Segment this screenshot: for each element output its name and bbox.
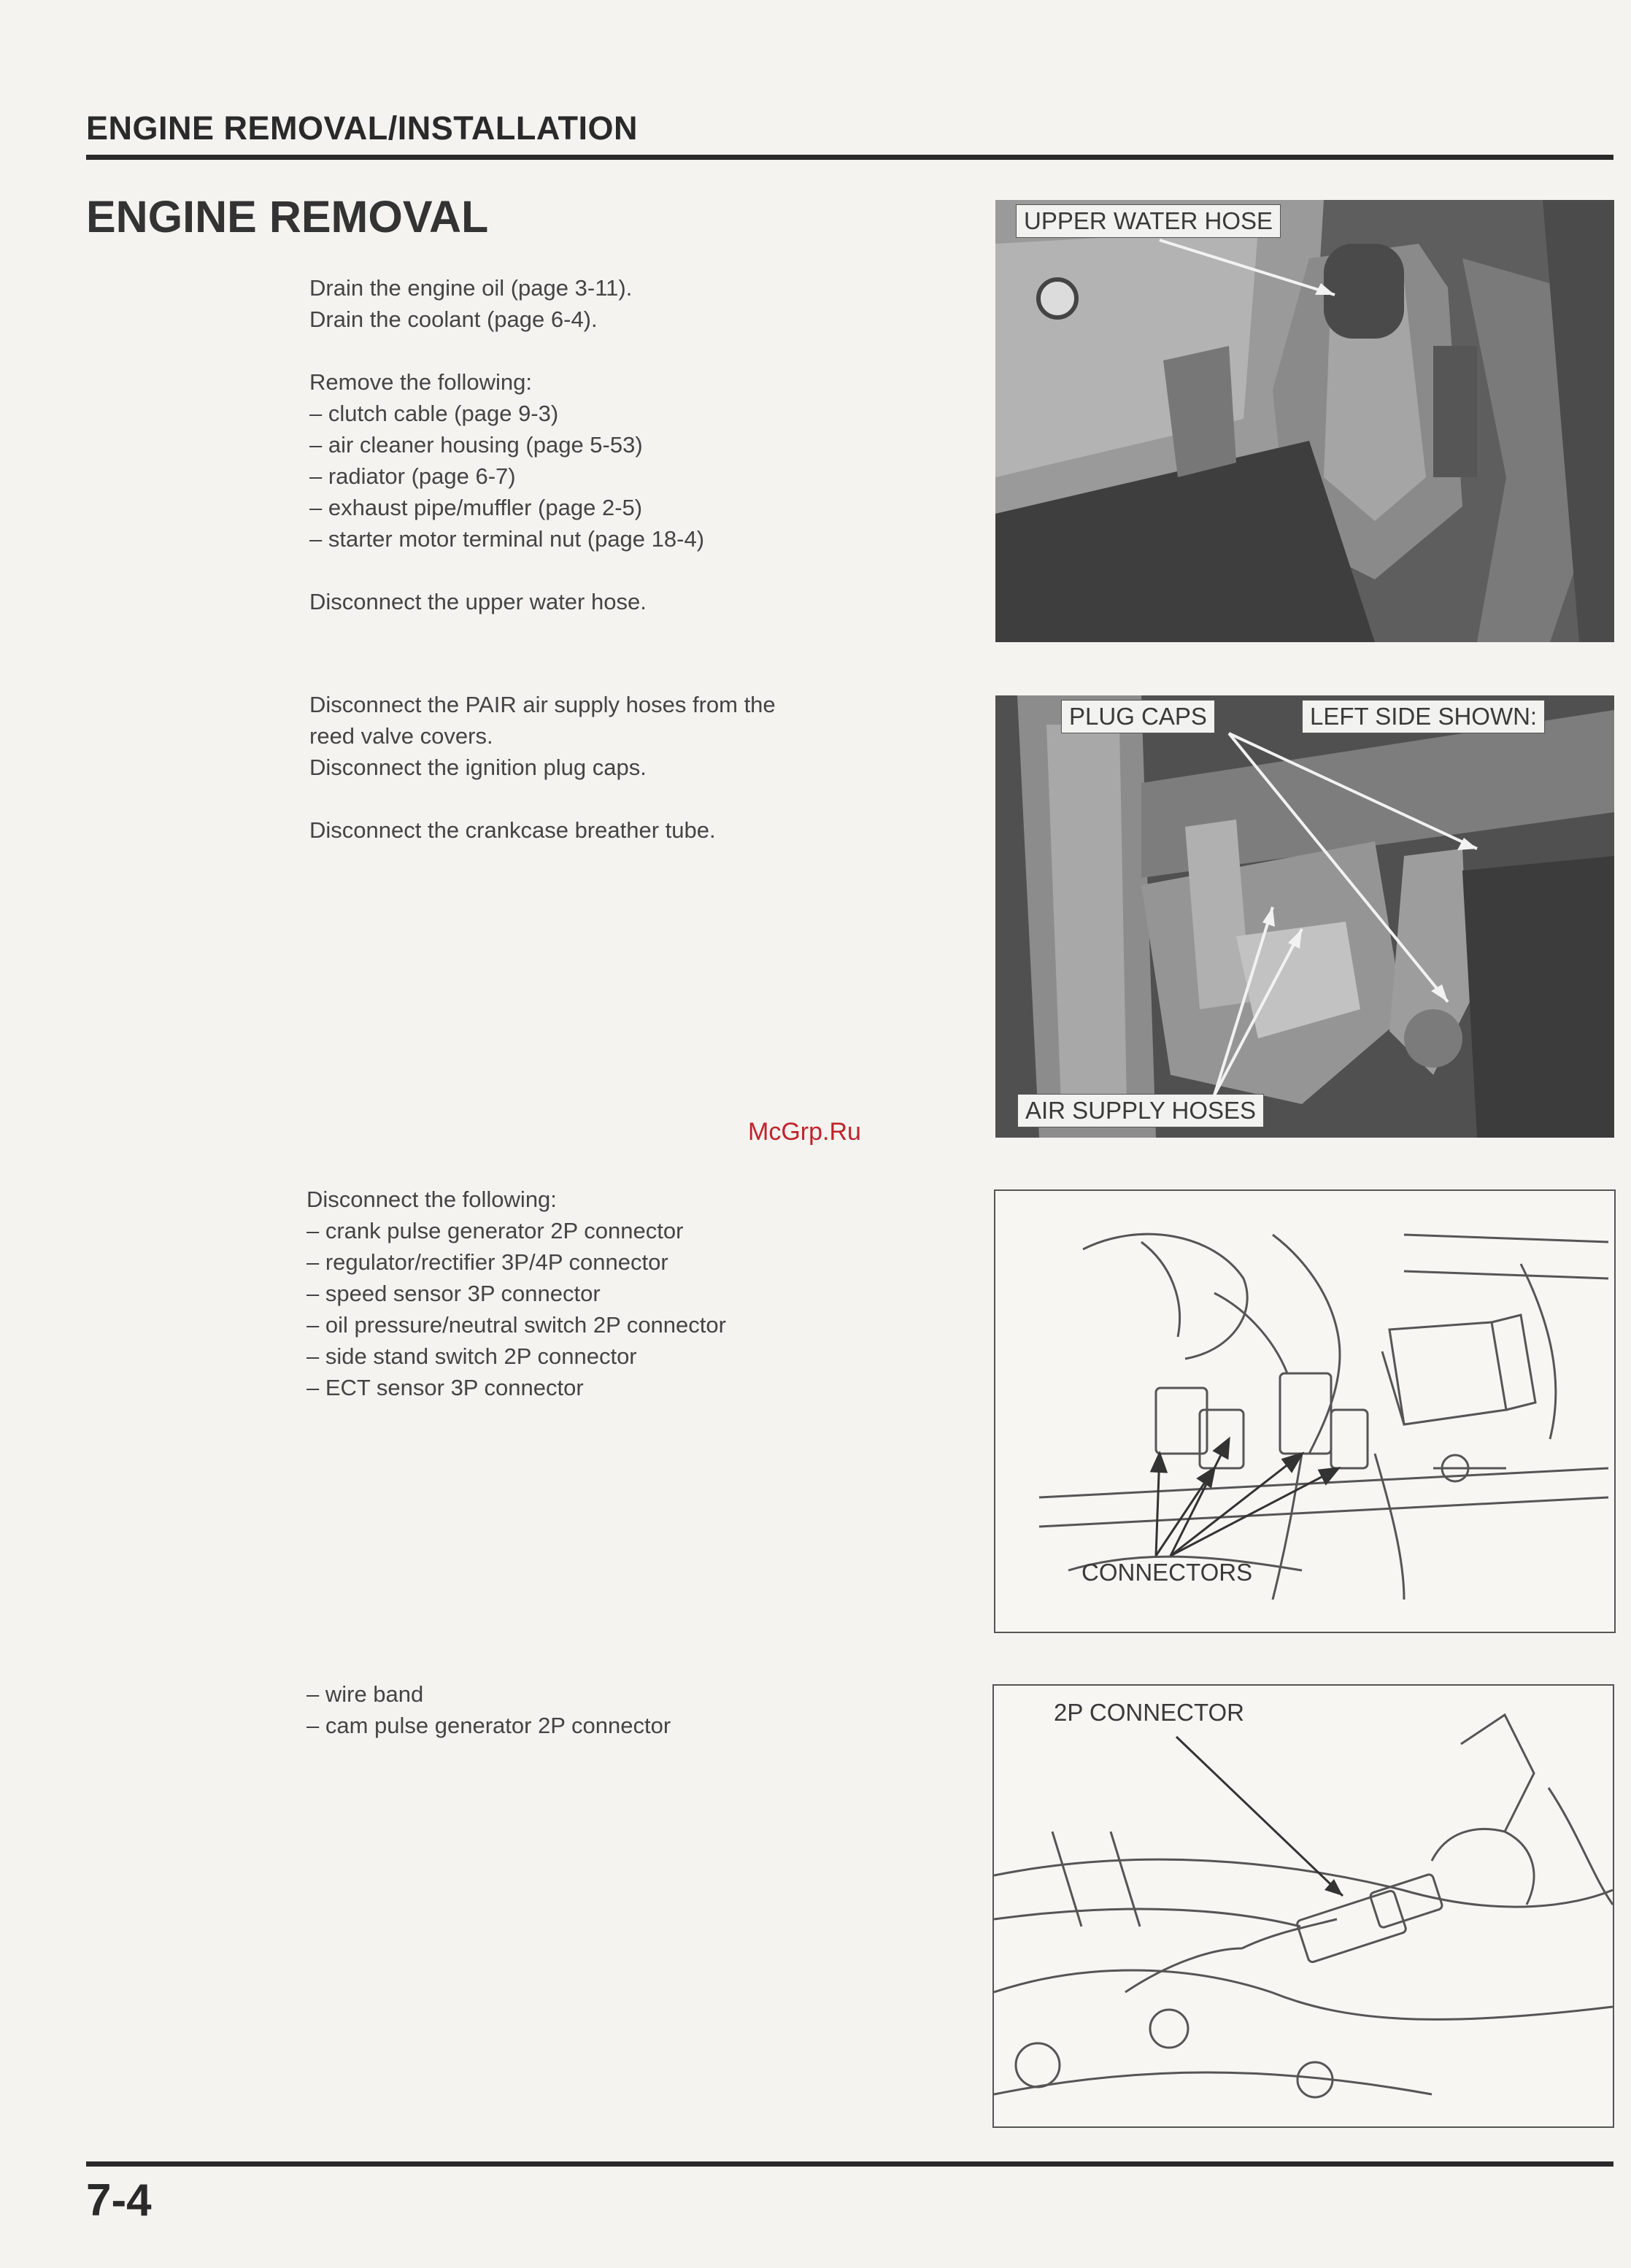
text-line: Disconnect the ignition plug caps.	[309, 755, 647, 780]
text-line: Disconnect the PAIR air supply hoses from the	[309, 692, 776, 717]
text-line: – cam pulse generator 2P connector	[306, 1713, 671, 1738]
2p-connector-label: 2P CONNECTOR	[1054, 1699, 1245, 1726]
arrow-icon	[994, 1686, 1613, 2126]
header-rule	[86, 155, 1613, 160]
arrow-icon	[995, 1191, 1614, 1632]
text-line: – starter motor terminal nut (page 18-4)	[309, 526, 705, 552]
arrow-icon	[995, 695, 1614, 1138]
text-line: – regulator/rectifier 3P/4P connector	[306, 1249, 668, 1275]
text-line: – wire band	[306, 1681, 424, 1707]
text-line: – air cleaner housing (page 5-53)	[309, 432, 643, 458]
connectors-drawing	[994, 1189, 1616, 1633]
text-line: Remove the following:	[309, 369, 532, 395]
left-side-shown-label: LEFT SIDE SHOWN:	[1302, 700, 1545, 733]
text-line: Disconnect the upper water hose.	[309, 589, 647, 614]
text-line: – side stand switch 2P connector	[306, 1343, 637, 1369]
upper-water-hose-label: UPPER WATER HOSE	[1016, 204, 1281, 238]
connectors-label: CONNECTORS	[1081, 1559, 1253, 1586]
page-title: ENGINE REMOVAL	[86, 192, 489, 242]
text-line: Disconnect the crankcase breather tube.	[309, 817, 716, 843]
text-line: Drain the engine oil (page 3-11).	[309, 275, 633, 301]
step1-text	[309, 272, 704, 617]
text-line: – exhaust pipe/muffler (page 2-5)	[309, 495, 643, 520]
text-line: – radiator (page 6-7)	[309, 463, 516, 489]
page-number: 7-4	[86, 2175, 152, 2226]
step4-text	[306, 1678, 671, 1741]
text-line: Disconnect the following:	[306, 1187, 557, 1212]
plug-caps-label: PLUG CAPS	[1061, 700, 1215, 733]
plug-caps-photo	[995, 695, 1614, 1138]
text-line: – oil pressure/neutral switch 2P connector	[306, 1312, 726, 1338]
arrow-icon	[995, 200, 1614, 642]
text-line: Drain the coolant (page 6-4).	[309, 306, 598, 332]
text-line: – speed sensor 3P connector	[306, 1281, 601, 1306]
text-line: – clutch cable (page 9-3)	[309, 401, 559, 426]
upper-water-hose-photo	[995, 200, 1614, 642]
footer-rule	[86, 2161, 1613, 2167]
air-supply-hoses-label: AIR SUPPLY HOSES	[1017, 1094, 1264, 1127]
step2-text	[309, 689, 776, 846]
watermark: McGrp.Ru	[748, 1118, 861, 1146]
text-line: – crank pulse generator 2P connector	[306, 1218, 684, 1243]
2p-connector-drawing	[992, 1684, 1614, 2128]
text-line: – ECT sensor 3P connector	[306, 1375, 584, 1400]
section-header: ENGINE REMOVAL/INSTALLATION	[86, 109, 638, 147]
text-line: reed valve covers.	[309, 723, 493, 749]
step3-text	[306, 1184, 726, 1403]
